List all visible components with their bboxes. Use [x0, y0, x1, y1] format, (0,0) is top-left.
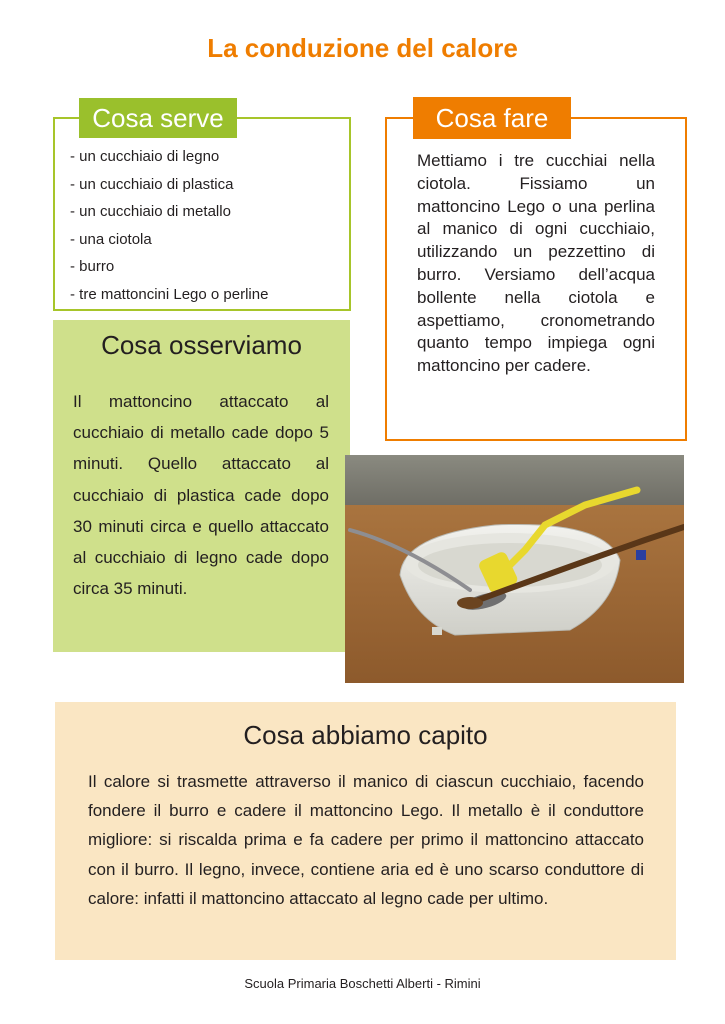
conclusion-text: Il calore si trasmette attraverso il manico di ciascun cucchiaio, facendo fondere il burro e cadere il mattoncino Lego. Il metallo è il conduttore migliore: si riscalda prima e fa cadere per primo il mattoncino attaccato con il burro. Il legno, invece, contiene aria ed è uno scarso conduttore di calore: infatti il mattoncino attaccato al legno cade per ultimo.: [88, 772, 644, 908]
list-item: - un cucchiaio di legno: [70, 148, 220, 165]
observation-heading: Cosa osserviamo: [101, 330, 302, 360]
materials-list: [70, 147, 268, 313]
lego-brick: [636, 550, 646, 560]
procedure-text: Mettiamo i tre cucchiai nella ciotola. Fissiamo un mattoncino Lego o una perlina al manico di ogni cucchiaio, utilizzando un pezzettino di burro. Versiamo dell’acqua bollente nella ciotola e aspettiamo, cronometrando quanto tempo impiega ogni mattoncino per cadere.: [417, 151, 655, 376]
lego-brick: [432, 627, 442, 635]
footer-school: Scuola Primaria Boschetti Alberti - Rimini: [244, 976, 481, 991]
list-item: - tre mattoncini Lego o perline: [70, 285, 269, 303]
list-item: - un cucchiaio di metallo: [70, 203, 231, 221]
procedure-heading: Cosa fare: [413, 97, 571, 139]
background-wall: [345, 455, 684, 505]
materials-heading: Cosa serve: [79, 98, 237, 138]
list-item: - una ciotola: [70, 230, 152, 248]
list-item: - burro: [70, 258, 115, 276]
experiment-photo: [345, 455, 684, 683]
page-title: La conduzione del calore: [207, 33, 518, 63]
list-item: - un cucchiaio di plastica: [70, 175, 234, 193]
conclusion-heading: Cosa abbiamo capito: [243, 720, 488, 750]
observation-text: Il mattoncino attaccato al cucchiaio di metallo cade dopo 5 minuti. Quello attaccato al cucchiaio di plastica cade dopo 30 minuti circa e quello attaccato al cucchiaio di legno cade dopo circa 35 minuti.: [73, 392, 329, 599]
